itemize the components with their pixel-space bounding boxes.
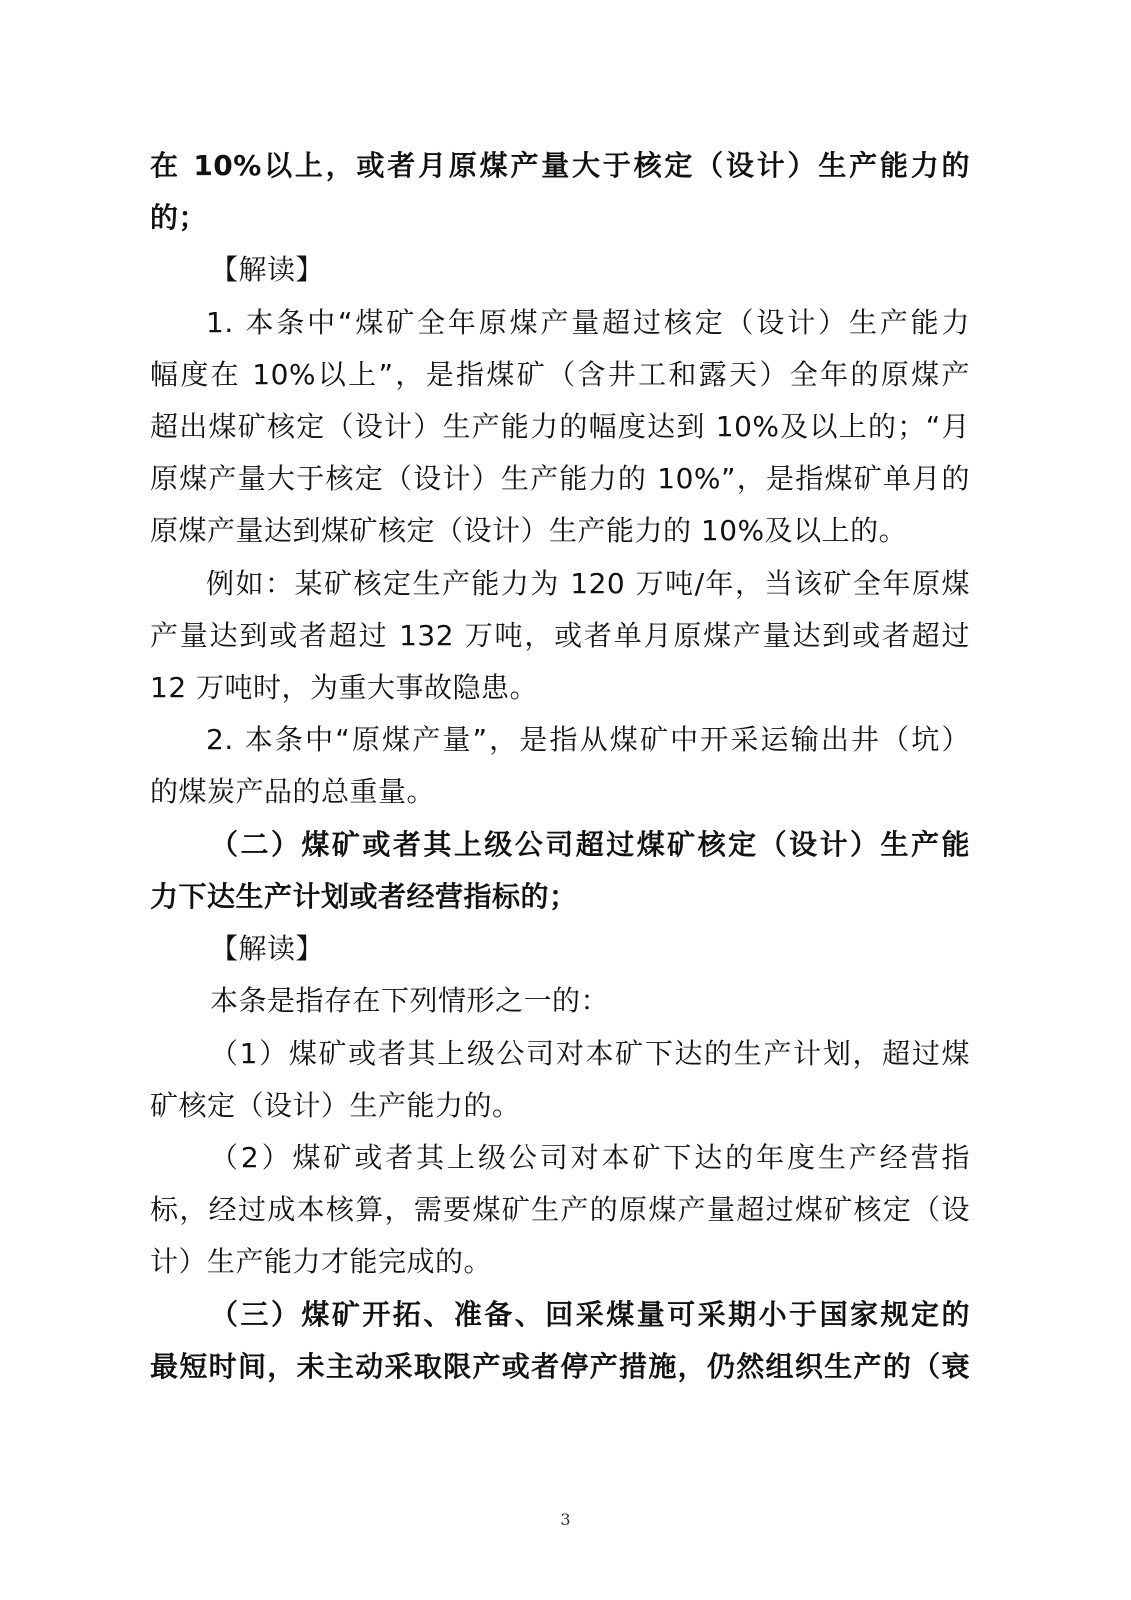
text-line: 幅度在 10%以上”，是指煤矿（含井工和露天）全年的原煤产: [150, 358, 970, 391]
text-line: 标，经过成本核算，需要煤矿生产的原煤产量超过煤矿核定（设: [150, 1193, 970, 1226]
section-heading-interpretation: 【解读】: [210, 932, 325, 965]
text-line: 本条是指存在下列情形之一的：: [210, 984, 610, 1017]
text-line: 原煤产量大于核定（设计）生产能力的 10%”，是指煤矿单月的: [150, 462, 970, 495]
text-line: 2. 本条中“原煤产量”，是指从煤矿中开采运输出井（坑）: [206, 723, 970, 756]
text-line-bold: （二）煤矿或者其上级公司超过煤矿核定（设计）生产能: [210, 828, 970, 861]
section-heading-interpretation: 【解读】: [210, 253, 325, 286]
text-line: 例如：某矿核定生产能力为 120 万吨/年，当该矿全年原煤: [206, 567, 970, 600]
page-number: 3: [560, 1510, 571, 1529]
text-line-bold: 力下达生产计划或者经营指标的；: [150, 880, 578, 913]
text-line-bold: 最短时间，未主动采取限产或者停产措施，仍然组织生产的（衰: [150, 1350, 970, 1383]
text-line: 原煤产量达到煤矿核定（设计）生产能力的 10%及以上的。: [150, 514, 908, 547]
text-line: （1）煤矿或者其上级公司对本矿下达的生产计划，超过煤: [210, 1037, 970, 1070]
text-line: 产量达到或者超过 132 万吨，或者单月原煤产量达到或者超过: [150, 619, 970, 652]
text-line: 1. 本条中“煤矿全年原煤产量超过核定（设计）生产能力: [206, 306, 970, 339]
text-line: （2）煤矿或者其上级公司对本矿下达的年度生产经营指: [210, 1141, 970, 1174]
text-line-bold: 在 10%以上，或者月原煤产量大于核定（设计）生产能力的: [150, 149, 970, 182]
text-line: 超出煤矿核定（设计）生产能力的幅度达到 10%及以上的；“月: [150, 410, 970, 443]
text-line-bold: 的；: [150, 201, 208, 234]
text-line: 计）生产能力才能完成的。: [150, 1245, 493, 1278]
text-line: 12 万吨时，为重大事故隐患。: [150, 671, 539, 704]
text-line: 矿核定（设计）生产能力的。: [150, 1089, 521, 1122]
text-line: 的煤炭产品的总重量。: [150, 775, 436, 808]
text-line-bold: （三）煤矿开拓、准备、回采煤量可采期小于国家规定的: [210, 1298, 970, 1331]
